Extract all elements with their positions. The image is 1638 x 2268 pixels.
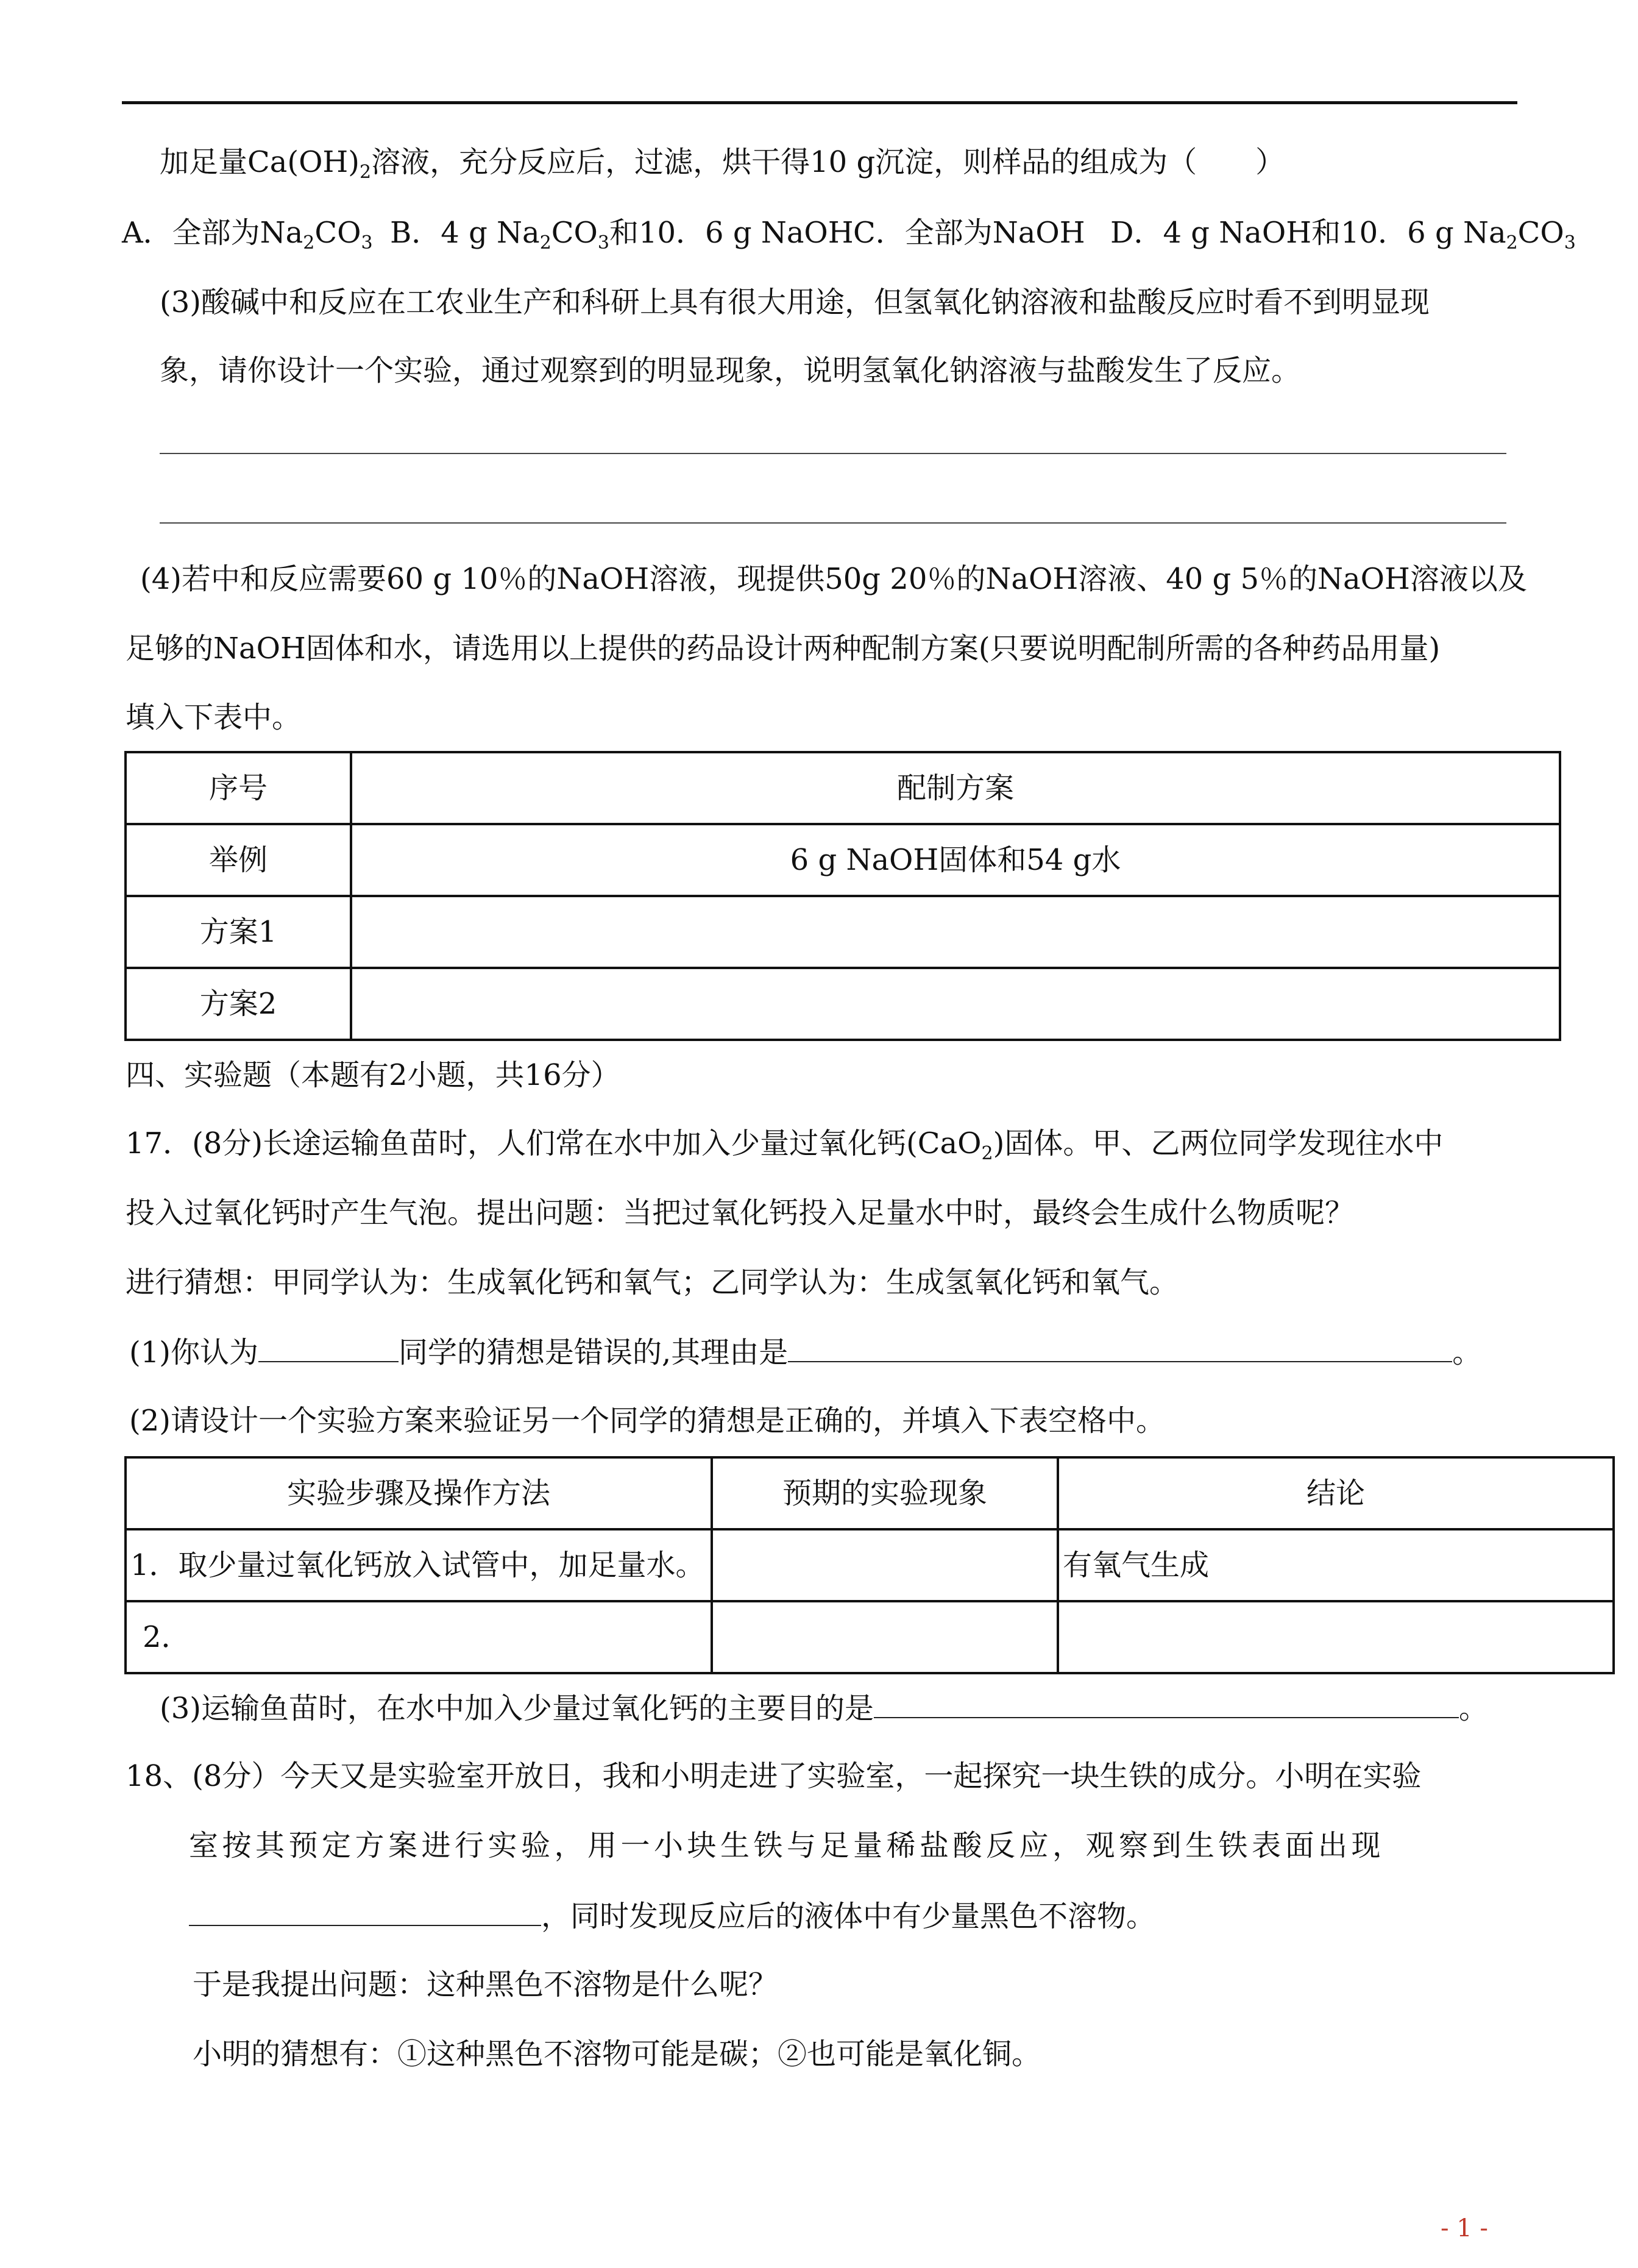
q18-line1: 18、(8分）今天又是实验室开放日，我和小明走进了实验室，一起探究一块生铁的成分。小明在实验: [126, 1759, 1422, 1793]
q17-part2: (2)请设计一个实验方案来验证另一个同学的猜想是正确的，并填入下表空格中。: [129, 1404, 1165, 1438]
q18-line3: ，同时发现反应后的液体中有少量黑色不溶物。: [189, 1900, 1155, 1931]
q18-line5: 小明的猜想有：①这种黑色不溶物可能是碳；②也可能是氧化铜。: [193, 2037, 1041, 2071]
table-header-row: [126, 1457, 1614, 1529]
q17-part3: (3)运输鱼苗时，在水中加入少量过氧化钙的主要目的是 。: [160, 1691, 1489, 1726]
q17-line3: 进行猜想：甲同学认为：生成氧化钙和氧气；乙同学认为：生成氢氧化钙和氧气。: [126, 1265, 1179, 1299]
q16-option-c: C．全部为NaOH: [853, 216, 1085, 250]
table-cell[interactable]: [712, 1529, 1058, 1601]
q16-option-b: B．4 g $Na_2CO_3$和10．6 g NaOH: [390, 216, 854, 254]
q16-part4-line2: 足够的NaOH固体和水，请选用以上提供的药品设计两种配制方案(只要说明配制所需的各种药品用量): [126, 631, 1441, 666]
q18-line4: 于是我提出问题：这种黑色不溶物是什么呢？: [193, 1968, 778, 2002]
table-cell: 举例: [126, 824, 351, 896]
q16-part3-line1: (3)酸碱中和反应在工农业生产和科研上具有很大用途，但氢氧化钠溶液和盐酸反应时看不到明显现: [160, 285, 1430, 319]
table-header-cell: 实验步骤及操作方法: [126, 1457, 712, 1529]
q16-option-a: A．全部为$Na_2CO_3$: [122, 216, 373, 254]
q16-option-d: D．4 g NaOH和10．6 g $Na_2CO_3$: [1110, 216, 1576, 254]
table-cell: 有氧气生成: [1058, 1529, 1614, 1601]
answer-blank[interactable]: [189, 1900, 541, 1926]
table-cell: 方案1: [126, 896, 351, 968]
table-header-cell: 结论: [1058, 1457, 1614, 1529]
table-row: [126, 1601, 1614, 1673]
q16-part4-line3: 填入下表中。: [126, 700, 302, 734]
table-cell[interactable]: [1058, 1601, 1614, 1673]
table-row: [126, 896, 1560, 968]
experiment-table: [124, 1456, 1615, 1674]
table-cell: 6 g NaOH固体和54 g水: [351, 824, 1560, 896]
table-header-row: [126, 752, 1560, 824]
q17-line1: 17．(8分)长途运输鱼苗时，人们常在水中加入少量过氧化钙(CaO$_2$)固体。甲、乙两位同学发现往水中: [126, 1126, 1444, 1164]
q16-line1: 加足量$Ca(OH)_2$溶液，充分反应后，过滤，烘干得10 g沉淀，则样品的组成为（ ）: [160, 145, 1285, 183]
q18-line2: 室按其预定方案进行实验，用一小块生铁与足量稀盐酸反应，观察到生铁表面出现: [189, 1829, 1385, 1863]
answer-line-2: [160, 522, 1506, 524]
table-header-cell: 预期的实验现象: [712, 1457, 1058, 1529]
table-row: [126, 968, 1560, 1040]
table-cell: 方案2: [126, 968, 351, 1040]
table-row: [126, 1529, 1614, 1601]
table-row: [126, 824, 1560, 896]
answer-blank[interactable]: [258, 1337, 399, 1362]
page-number: - 1 -: [1441, 2214, 1488, 2242]
table-cell[interactable]: [351, 896, 1560, 968]
table-header-cell: 序号: [126, 752, 351, 824]
answer-blank[interactable]: [874, 1693, 1459, 1718]
table-cell: 1．取少量过氧化钙放入试管中，加足量水。: [126, 1529, 712, 1601]
table-cell[interactable]: [712, 1601, 1058, 1673]
section-title: 四、实验题（本题有2小题，共16分）: [126, 1058, 620, 1092]
table-cell[interactable]: [351, 968, 1560, 1040]
table-cell[interactable]: 2．: [126, 1601, 712, 1673]
answer-line-1: [160, 453, 1506, 454]
q17-line2: 投入过氧化钙时产生气泡。提出问题：当把过氧化钙投入足量水中时，最终会生成什么物质呢？: [126, 1196, 1355, 1230]
answer-blank[interactable]: [788, 1337, 1452, 1362]
q16-part4-line1: (4)若中和反应需要60 g 10％的NaOH溶液，现提供50g 20％的NaOH溶液、40 g 5％的NaOH溶液以及: [140, 562, 1527, 596]
q16-part3-line2: 象，请你设计一个实验，通过观察到的明显现象，说明氢氧化钠溶液与盐酸发生了反应。: [160, 354, 1301, 388]
table-header-cell: 配制方案: [351, 752, 1560, 824]
preparation-table: [124, 751, 1561, 1041]
header-rule: [122, 101, 1517, 104]
q17-part1: (1)你认为 同学的猜想是错误的,其理由是 。: [129, 1335, 1482, 1370]
